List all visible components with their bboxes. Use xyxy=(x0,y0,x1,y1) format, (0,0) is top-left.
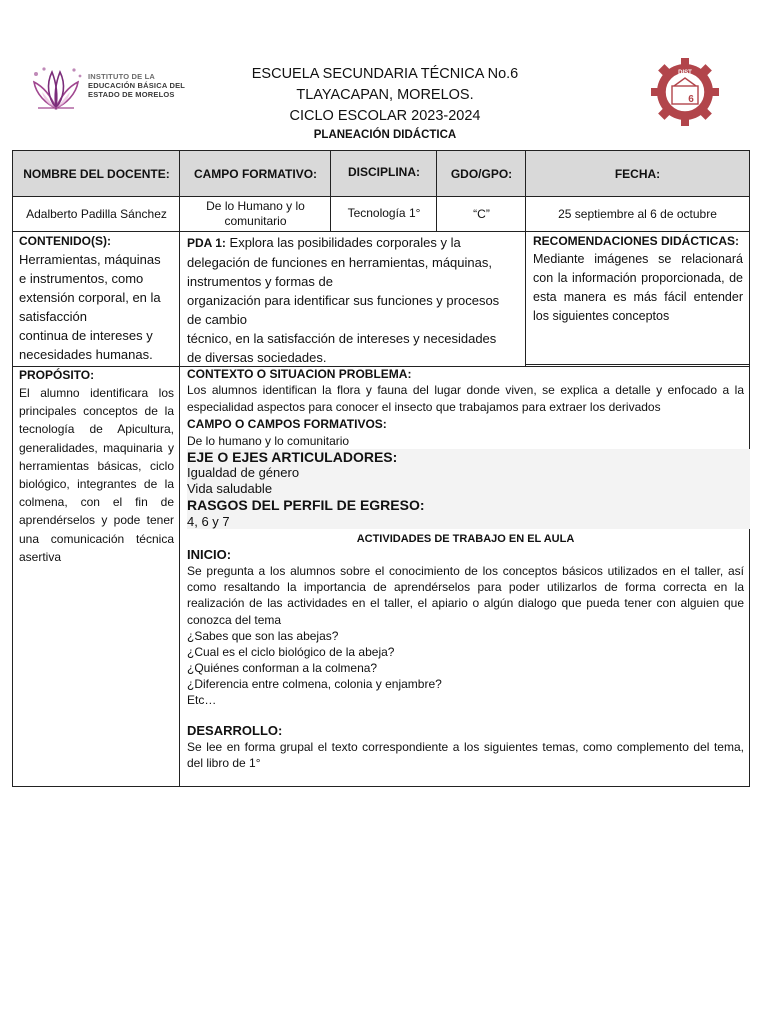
row-divider xyxy=(13,231,749,232)
pda-line: organización para identificar sus funciones y procesos xyxy=(187,293,500,308)
eje-item: Vida saludable xyxy=(187,481,273,496)
est6-emblem xyxy=(650,52,720,132)
column-divider xyxy=(179,151,180,786)
ieebem-logo-text xyxy=(88,72,185,99)
column-divider xyxy=(330,151,331,231)
pda-first-line: Explora las posibilidades corporales y la xyxy=(225,235,461,250)
pda-line: de cambio xyxy=(187,312,247,327)
contenido-label: CONTENIDO(S): xyxy=(19,234,111,248)
desarrollo-text: Se lee en forma grupal el texto correspondiente a los siguientes temas, como complemento del tema, del libro de 1° xyxy=(187,739,744,770)
header-docente: NOMBRE DEL DOCENTE: xyxy=(13,151,180,196)
school-location: TLAYACAPAN, MORELOS. xyxy=(296,87,474,103)
pregunta-item: ¿Quiénes conforman a la colmena? xyxy=(187,660,378,675)
rasgos-label: RASGOS DEL PERFIL DE EGRESO: xyxy=(187,497,425,513)
logo-text-line1: INSTITUTO DE LA xyxy=(88,72,156,81)
recomendaciones-cell xyxy=(533,233,743,333)
document-header xyxy=(0,0,768,150)
value-docente: Adalberto Padilla Sánchez xyxy=(26,206,167,221)
header-disciplina: DISCIPLINA: xyxy=(331,151,437,196)
proposito-cell xyxy=(19,367,174,597)
inicio-label: INICIO: xyxy=(187,547,232,562)
row-divider xyxy=(13,366,749,367)
gear-emblem-icon xyxy=(650,52,720,132)
campos-label: CAMPO O CAMPOS FORMATIVOS: xyxy=(187,417,387,431)
contenido-line: continua de intereses y xyxy=(19,328,153,343)
desarrollo-label: DESARROLLO: xyxy=(187,722,283,738)
school-name: ESCUELA SECUNDARIA TÉCNICA No.6 xyxy=(251,66,519,82)
value-campo-formativo: De lo Humano y lo comunitario xyxy=(206,199,305,228)
emblem-text: DIST xyxy=(678,70,692,76)
contenido-cell xyxy=(19,233,179,366)
pda-label: PDA 1: xyxy=(187,236,226,250)
lotus-icon xyxy=(28,64,84,114)
pregunta-item: ¿Diferencia entre colmena, colonia y enjambre? xyxy=(187,676,442,691)
column-divider xyxy=(525,151,526,366)
planning-table xyxy=(12,150,750,787)
pda-line: instrumentos y formas de xyxy=(187,274,333,289)
row-divider xyxy=(13,196,749,197)
ejes-label: EJE O EJES ARTICULADORES: xyxy=(187,449,398,465)
column-divider xyxy=(436,151,437,231)
value-disciplina: Tecnología 1° xyxy=(347,206,421,220)
recomendaciones-text: Mediante imágenes se relacionará con la información proporcionada, de esta manera es más fácil entender los siguientes conceptos xyxy=(533,252,743,323)
pda-line: delegación de funciones en herramientas, máquinas, xyxy=(187,255,492,270)
contenido-line: e instrumentos, como xyxy=(19,271,144,286)
document-subtitle: PLANEACIÓN DIDÁCTICA xyxy=(313,129,457,141)
contexto-text: Los alumnos identifican la flora y fauna del lugar donde viven, se explica a detalle y enfocado a la especialidad aspectos para conocer el insecto que trabajamos para extraer los derivados xyxy=(187,383,744,414)
logo-text-line2: EDUCACIÓN BÁSICA DEL xyxy=(88,81,186,90)
contenido-line: extensión corporal, en la xyxy=(19,290,161,305)
school-cycle: CICLO ESCOLAR 2023-2024 xyxy=(289,108,481,124)
pda-line: de diversas sociedades. xyxy=(187,350,327,365)
ieebem-logo xyxy=(28,64,208,114)
proposito-text: El alumno identificara los principales conceptos de la tecnología de Apicultura, generalidades, maquinaria y herramientas básicas, ciclo biológico, integrantes de la colmena, con el fin de aprendérselos y pode tener una comunicación técnica asertiva xyxy=(19,386,174,564)
recomendaciones-label: RECOMENDACIONES DIDÁCTICAS: xyxy=(533,234,740,248)
inicio-text: Se pregunta a los alumnos sobre el conocimiento de los conceptos básicos utilizados en el taller, así como resaltando la importancia de aprendérselos para poder utilizarlos de forma correcta en la realización de las actividades en el taller, el apiario o algún dialogo que pueda tener con alguien que conozca del tema xyxy=(187,564,744,627)
actividades-title: ACTIVIDADES DE TRABAJO EN EL AULA xyxy=(356,533,575,545)
pregunta-item: ¿Cual es el ciclo biológico de la abeja? xyxy=(187,644,395,659)
value-fecha: 25 septiembre al 6 de octubre xyxy=(558,206,717,221)
eje-item: Igualdad de género xyxy=(187,465,300,480)
value-grupo: “C” xyxy=(473,206,490,221)
contenido-line: necesidades humanas. xyxy=(19,347,153,362)
pda-cell xyxy=(187,233,525,366)
row-divider xyxy=(526,364,749,365)
contenido-line: satisfacción xyxy=(19,309,87,324)
header-grupo: GDO/GPO: xyxy=(437,151,526,196)
campos-text: De lo humano y lo comunitario xyxy=(187,434,350,448)
emblem-number: 6 xyxy=(688,94,694,105)
pda-line: técnico, en la satisfacción de intereses y necesidades xyxy=(187,331,497,346)
header-fecha: FECHA: xyxy=(526,151,749,196)
school-title xyxy=(220,64,550,143)
pregunta-item: Etc… xyxy=(187,692,217,707)
rasgos-text: 4, 6 y 7 xyxy=(187,514,230,529)
logo-text-line3: ESTADO DE MORELOS xyxy=(88,90,175,99)
actividades-column xyxy=(187,367,744,782)
contenido-line: Herramientas, máquinas xyxy=(19,252,161,267)
contexto-label: CONTEXTO O SITUACION PROBLEMA: xyxy=(187,367,412,381)
pregunta-item: ¿Sabes que son las abejas? xyxy=(187,628,339,643)
ejes-block xyxy=(187,449,750,529)
proposito-label: PROPÓSITO: xyxy=(19,368,95,382)
header-campo-formativo: CAMPO FORMATIVO: xyxy=(180,151,331,196)
